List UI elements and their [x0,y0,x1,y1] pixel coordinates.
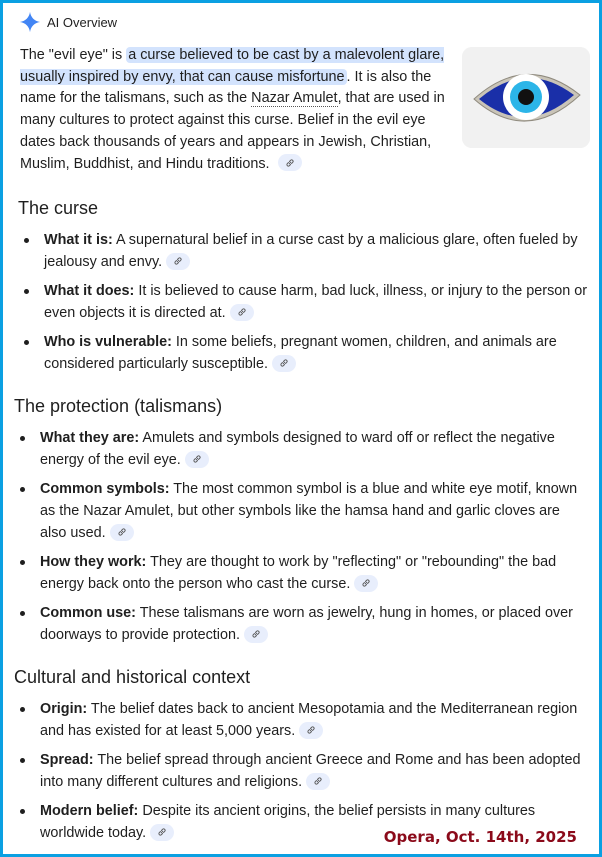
citation-link-button[interactable] [272,355,296,372]
list-item [14,478,589,544]
intro-text-3: , that are used in many cultures to protect against this curse. Belief in the evil eye dates back thousands of years and appears in Jewish, Christian, Muslim, Buddhist, and Hindu traditions. [20,90,445,172]
list-item [18,280,593,324]
item-label: How they work: [40,554,147,570]
item-text: The belief dates back to ancient Mesopotamia and the Mediterranean region and has existed for at least 5,000 years. [40,701,578,739]
section-title-context: Cultural and historical context [14,667,251,687]
citation-link-button[interactable] [230,304,254,321]
sparkle-icon [19,11,41,33]
item-text: In some beliefs, pregnant women, children, and animals are considered particularly susceptible. [44,334,557,372]
item-label: Who is vulnerable: [44,334,172,350]
item-label: What it is: [44,232,113,248]
intro-text-1: The "evil eye" is [20,47,127,63]
citation-link-button[interactable] [299,722,323,739]
evil-eye-image [462,47,590,148]
link-icon [285,158,295,168]
link-icon [237,307,247,317]
citation-link-button[interactable] [278,154,302,171]
item-text: It is believed to cause harm, bad luck, illness, or injury to the person or even objects it is directed at. [44,283,588,321]
list-item [14,427,589,471]
link-icon [279,358,289,368]
citation-link-button[interactable] [166,253,190,270]
list-item [18,331,593,375]
item-label: What they are: [40,430,140,446]
link-icon [117,527,127,537]
intro-paragraph [20,45,460,175]
link-icon [361,578,371,588]
item-text: They are thought to work by "reflecting" or "rebounding" the bad energy back onto the person who cast the curse. [40,554,557,592]
ai-overview-header [19,11,117,33]
item-text: Amulets and symbols designed to ward off or reflect the negative energy of the evil eye. [40,430,555,468]
link-icon [251,629,261,639]
intro-text-2: . It is also the name for the talismans, such as the [20,68,432,107]
citation-link-button[interactable] [185,451,209,468]
item-label: Common symbols: [40,481,170,497]
protection-list [14,427,589,653]
evil-eye-thumbnail[interactable] [462,47,590,148]
link-icon [157,827,167,837]
list-item [14,551,589,595]
citation-link-button[interactable] [244,626,268,643]
list-item [14,698,589,742]
citation-link-button[interactable] [110,524,134,541]
citation-link-button[interactable] [354,575,378,592]
nazar-amulet-link[interactable]: Nazar Amulet [251,90,338,107]
curse-list [18,229,593,382]
item-text: These talismans are worn as jewelry, hung in homes, or placed over doorways to provide protection. [40,605,573,643]
list-item [18,229,593,273]
citation-link-button[interactable] [306,773,330,790]
item-label: Origin: [40,701,88,717]
item-label: Modern belief: [40,803,139,819]
link-icon [192,454,202,464]
date-stamp: Opera, Oct. 14th, 2025 [383,828,577,846]
link-icon [313,776,323,786]
list-item [14,602,589,646]
item-text: The most common symbol is a blue and white eye motif, known as the Nazar Amulet, but other symbols like the hamsa hand and garlic cloves are also used. [40,481,578,541]
item-text: A supernatural belief in a curse cast by a malicious glare, often fueled by jealousy and envy. [44,232,578,270]
section-title-protection: The protection (talismans) [14,396,223,416]
list-item [14,749,589,793]
item-label: What it does: [44,283,135,299]
link-icon [306,725,316,735]
link-icon [173,256,183,266]
citation-link-button[interactable] [150,824,174,841]
item-text: The belief spread through ancient Greece and Rome and has been adopted into many different cultures and religions. [40,752,581,790]
highlighted-definition[interactable]: a curse believed to be cast by a malevolent glare, usually inspired by envy, that can cause misfortune [20,47,445,85]
ai-overview-title: AI Overview [47,14,118,30]
section-title-curse: The curse [18,198,99,218]
item-label: Common use: [40,605,136,621]
item-label: Spread: [40,752,94,768]
item-text: Despite its ancient origins, the belief persists in many cultures worldwide today. [40,803,536,841]
